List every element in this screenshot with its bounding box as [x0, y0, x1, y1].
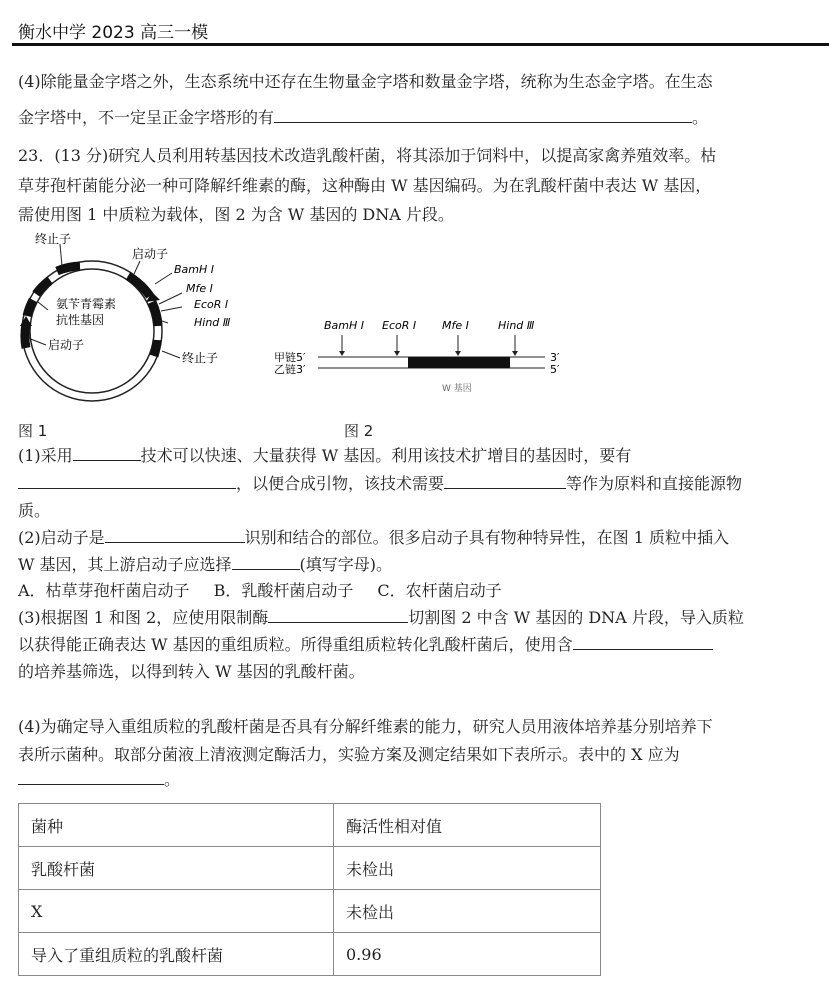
table-header-row	[19, 804, 601, 847]
q22-part4-line1: (4)除能量金字塔之外，生态系统中还存在生物量金字塔和数量金字塔，统称为生态金字塔。在生态	[18, 72, 713, 91]
option-c[interactable]: C．农杆菌启动子	[377, 581, 502, 600]
part4-line2: 表所示菌种。取部分菌液上清液测定酶活力，实验方案及测定结果如下表所示。表中的 X 应为	[18, 745, 680, 764]
promoter-segment-right	[128, 276, 150, 296]
q22-part4-text: 金字塔中，不一定呈正金字塔形的有	[18, 108, 275, 127]
amp-gene-label-line1: 氨苄青霉素	[56, 297, 117, 311]
strand-b-label: 乙链3′	[274, 363, 306, 376]
promoter-label-top: 启动子	[132, 247, 169, 261]
part1-text-a: (1)采用	[18, 446, 73, 465]
amp-gene-segment-2	[27, 300, 33, 316]
part4-line1: (4)为确定导入重组质粒的乳酸杆菌是否具有分解纤维素的能力，研究人员用液体培养基分别培养下	[18, 717, 713, 736]
plasmid-segments	[25, 266, 158, 356]
table-cell: X	[19, 890, 334, 933]
period: 。	[692, 108, 709, 127]
table-row	[19, 847, 601, 890]
promoter-segment-left	[25, 324, 26, 348]
table-row	[19, 890, 601, 933]
answer-blank[interactable]	[232, 555, 300, 570]
option-a[interactable]: A．枯草芽孢杆菌启动子	[18, 581, 190, 600]
q22-part4-line2	[18, 108, 708, 128]
table-cell: 导入了重组质粒的乳酸杆菌	[19, 933, 334, 976]
page-header: 衡水中学 2023 高三一模	[18, 23, 209, 43]
part1-line2	[18, 474, 742, 494]
site-label-mfei: Mfe I	[442, 319, 469, 332]
site-label-hindiii: Hind Ⅲ	[498, 319, 535, 332]
part2-text-a: (2)启动子是	[18, 528, 105, 547]
w-gene-label: W 基因	[442, 384, 472, 394]
part1-line3: 质。	[18, 501, 51, 520]
answer-blank[interactable]	[444, 474, 566, 489]
part2-text-c: W 基因，其上游启动子应选择	[18, 555, 232, 574]
amp-gene-segment	[36, 280, 50, 294]
part3-text-c: 以获得能正确表达 W 基因的重组质粒。所得重组质粒转化乳酸杆菌后，使用含	[18, 635, 573, 654]
part3-text-a: (3)根据图 1 和图 2，应使用限制酶	[18, 608, 269, 627]
answer-blank[interactable]	[268, 608, 408, 623]
answer-blank[interactable]	[18, 474, 236, 489]
figure1-plasmid-diagram	[0, 228, 260, 418]
q23-intro-line3: 需使用图 1 中质粒为载体，图 2 为含 W 基因的 DNA 片段。	[18, 205, 454, 224]
part4-answer-line	[18, 770, 180, 790]
terminator-label-right: 终止子	[182, 351, 219, 365]
mfei-label: Mfe I	[186, 282, 213, 295]
part1-text-d: 等作为原料和直接能源物	[566, 474, 743, 493]
arrow-heads	[339, 351, 518, 356]
table-cell: 0.96	[334, 933, 601, 976]
table-row	[19, 933, 601, 976]
table-cell: 乳酸杆菌	[19, 847, 334, 890]
bamhi-label: BamH I	[174, 263, 215, 276]
part3-text-b: 切割图 2 中含 W 基因的 DNA 片段，导入质粒	[408, 608, 744, 627]
option-b[interactable]: B．乳酸杆菌启动子	[213, 581, 354, 600]
part2-text-b: 识别和结合的部位。很多启动子具有物种特异性，在图 1 质粒中插入	[244, 528, 730, 547]
period: 。	[164, 770, 181, 789]
promoter-label-left: 启动子	[48, 338, 85, 352]
figure2-dna-fragment	[270, 315, 580, 395]
part1-text-b: 技术可以快速、大量获得 W 基因。利用该技术扩增目的基因时，要有	[140, 446, 632, 465]
cut-site-arrows	[342, 335, 515, 353]
part1-text-c: ，以便合成引物，该技术需要	[236, 474, 445, 493]
terminator-segment-right	[154, 340, 157, 356]
strand-b-end: 5′	[550, 363, 560, 376]
part1-line1	[18, 446, 631, 466]
table-cell: 未检出	[334, 890, 601, 933]
terminator-segment-top	[57, 266, 80, 271]
table-header-cell: 菌种	[19, 804, 334, 847]
part3-line3: 的培养基筛选，以得到转入 W 基因的乳酸杆菌。	[18, 662, 365, 681]
answer-blank[interactable]	[73, 446, 141, 461]
part2-line1	[18, 528, 729, 548]
part3-line2	[18, 635, 713, 655]
site-label-ecori: EcoR I	[382, 319, 417, 332]
site-label-bamhi: BamH I	[324, 319, 365, 332]
w-gene-block	[408, 357, 510, 368]
terminator-label-top: 终止子	[35, 232, 72, 246]
answer-blank[interactable]	[274, 108, 692, 123]
strand-a-label: 甲链5′	[274, 351, 306, 364]
table-cell: 未检出	[334, 847, 601, 890]
table-header-cell: 酶活性相对值	[334, 804, 601, 847]
part2-text-d: (填写字母)。	[299, 555, 393, 574]
part2-line2	[18, 555, 392, 575]
hindiii-label: Hind Ⅲ	[194, 316, 231, 329]
figure2-caption: 图 2	[344, 422, 374, 440]
header-divider	[12, 43, 829, 46]
q23-intro-line1: 23．(13 分)研究人员利用转基因技术改造乳酸杆菌，将其添加于饲料中，以提高家禽养殖效率。枯	[18, 146, 717, 165]
strand-a-end: 3′	[550, 351, 560, 364]
answer-blank[interactable]	[105, 528, 245, 543]
amp-gene-label-line2: 抗性基因	[56, 313, 105, 327]
part2-options	[18, 581, 502, 601]
ecori-label: EcoR I	[194, 298, 229, 311]
enzyme-activity-table	[18, 803, 601, 976]
answer-blank[interactable]	[573, 635, 713, 650]
q23-intro-line2: 草芽孢杆菌能分泌一种可降解纤维素的酶，这种酶由 W 基因编码。为在乳酸杆菌中表达 W 基因，	[18, 176, 712, 195]
answer-blank[interactable]	[18, 770, 164, 785]
part3-line1	[18, 608, 744, 628]
figure1-caption: 图 1	[18, 422, 48, 440]
